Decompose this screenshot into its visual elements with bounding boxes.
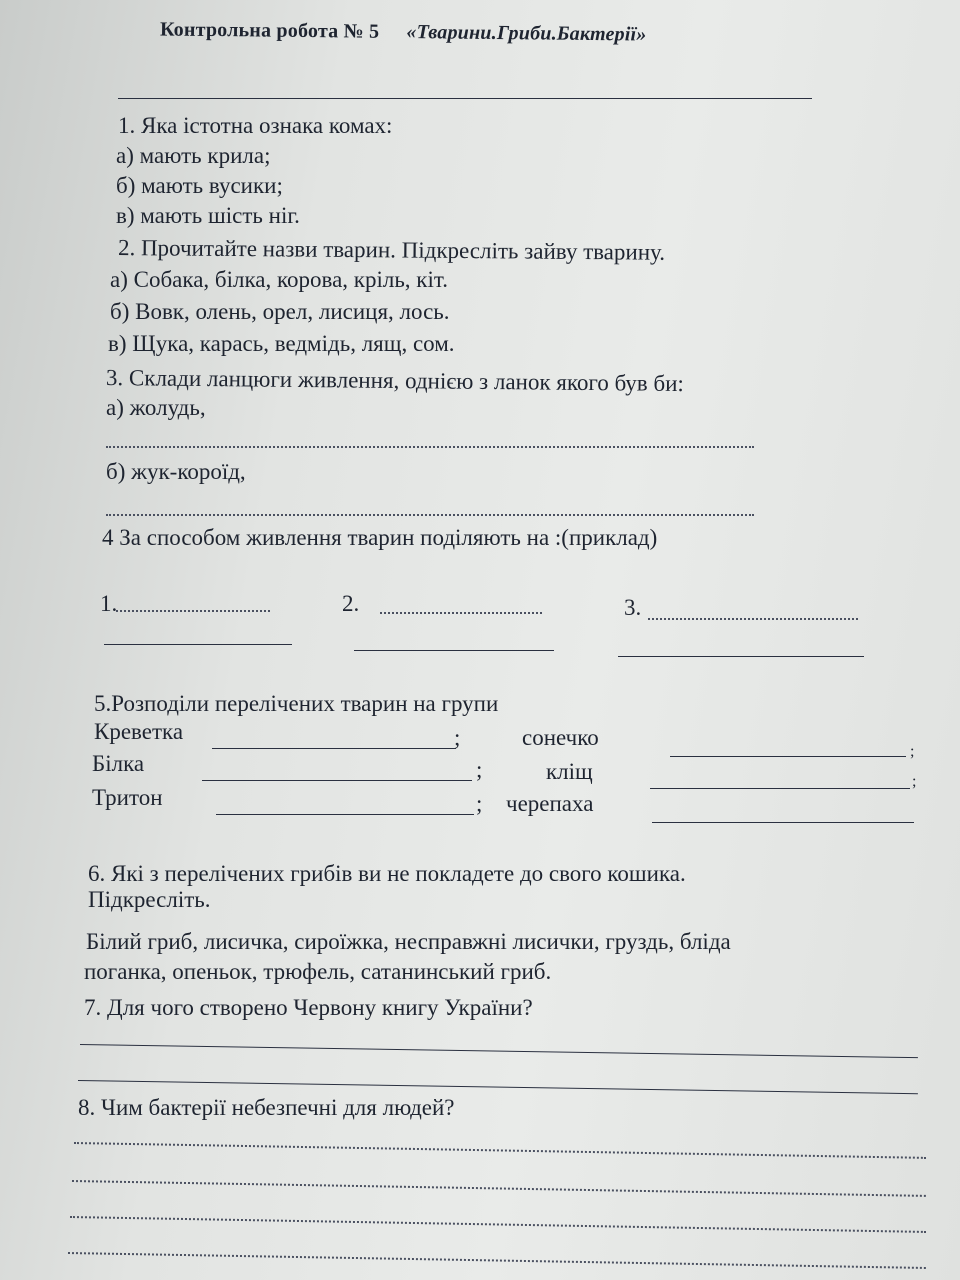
q6-question-line1: 6. Які з перелічених грибів ви не покладете до свого кошика. [88, 861, 686, 886]
q4-slot-1-dots[interactable] [116, 610, 270, 612]
q5-left-1: Креветка [94, 719, 184, 744]
q4-slot-2-label: 2. [342, 591, 360, 616]
q1-option-c: в) мають шість ніг. [116, 203, 300, 228]
q4-slot-2-line[interactable] [354, 650, 554, 651]
q4-slot-3-dots[interactable] [648, 618, 858, 620]
q1-option-b: б) мають вусики; [116, 173, 283, 198]
q5-right-3-line[interactable] [652, 822, 914, 823]
q2-question: 2. Прочитайте назви тварин. Підкресліть зайву тварину. [117, 235, 666, 265]
q5-right-1-line[interactable] [670, 756, 906, 757]
q5-right-2-sep: ; [912, 773, 917, 790]
q3-answer-line-b[interactable] [106, 514, 754, 516]
q5-left-3-line[interactable] [216, 814, 474, 815]
q1-option-a: а) мають крила; [116, 143, 271, 168]
q5-right-1-sep: ; [910, 743, 915, 760]
q3-option-b: б) жук-короїд, [106, 459, 246, 484]
page-title [160, 15, 647, 48]
q5-right-2-line[interactable] [650, 788, 910, 789]
q5-right-1: сонечко [522, 725, 599, 750]
q5-left-1-line[interactable] [212, 748, 456, 749]
q6-question-line2: Підкресліть. [88, 887, 211, 912]
q6-list-line2: поганка, опеньок, трюфель, сатанинський гриб. [84, 959, 552, 984]
q2-option-c: в) Щука, карась, ведмідь, лящ, сом. [108, 331, 455, 356]
q2-option-a: а) Собака, білка, корова, кріль, кіт. [110, 267, 448, 292]
q4-slot-1-label: 1. [100, 591, 118, 616]
q4-slot-3-label: 3. [624, 595, 642, 620]
q3-answer-line-a[interactable] [106, 446, 754, 448]
q4-question: 4 За способом живлення тварин поділяють на :(приклад) [102, 525, 658, 550]
q3-question: 3. Склади ланцюги живлення, однією з ланок якого був би: [105, 365, 685, 397]
q5-left-2-line[interactable] [202, 780, 472, 781]
q5-right-3: черепаха [506, 791, 594, 816]
q5-right-2: кліщ [546, 759, 593, 784]
q4-slot-2-dots[interactable] [380, 612, 542, 614]
q3-option-a: а) жолудь, [106, 395, 206, 420]
q4-slot-3-line[interactable] [618, 656, 864, 657]
q5-left-3: Тритон [92, 785, 163, 810]
q8-answer-line-3[interactable] [70, 1216, 926, 1233]
q5-left-1-sep: ; [454, 725, 461, 750]
q8-answer-line-2[interactable] [72, 1180, 926, 1197]
q1-question: 1. Яка істотна ознака комах: [118, 113, 393, 138]
q4-slot-1-line[interactable] [104, 644, 292, 645]
q5-left-3-sep: ; [476, 791, 483, 816]
title-subtitle: «Тварини.Гриби.Бактерії» [406, 21, 647, 46]
name-line [118, 98, 812, 99]
q7-question: 7. Для чого створено Червону книгу України? [84, 995, 533, 1020]
q7-answer-line-2[interactable] [78, 1080, 918, 1094]
q8-answer-line-4[interactable] [68, 1252, 926, 1269]
q5-left-2: Білка [92, 751, 145, 776]
q5-question: 5.Розподіли перелічених тварин на групи [94, 691, 499, 716]
q2-option-b: б) Вовк, олень, орел, лисиця, лось. [110, 299, 450, 324]
q6-list-line1: Білий гриб, лисичка, сироїжка, несправжні лисички, груздь, бліда [86, 929, 731, 954]
title-main: Контрольна робота № 5 [159, 18, 380, 43]
q8-answer-line-1[interactable] [74, 1142, 926, 1159]
q8-question: 8. Чим бактерії небезпечні для людей? [78, 1095, 455, 1120]
q5-left-2-sep: ; [476, 757, 483, 782]
q7-answer-line-1[interactable] [80, 1044, 918, 1058]
